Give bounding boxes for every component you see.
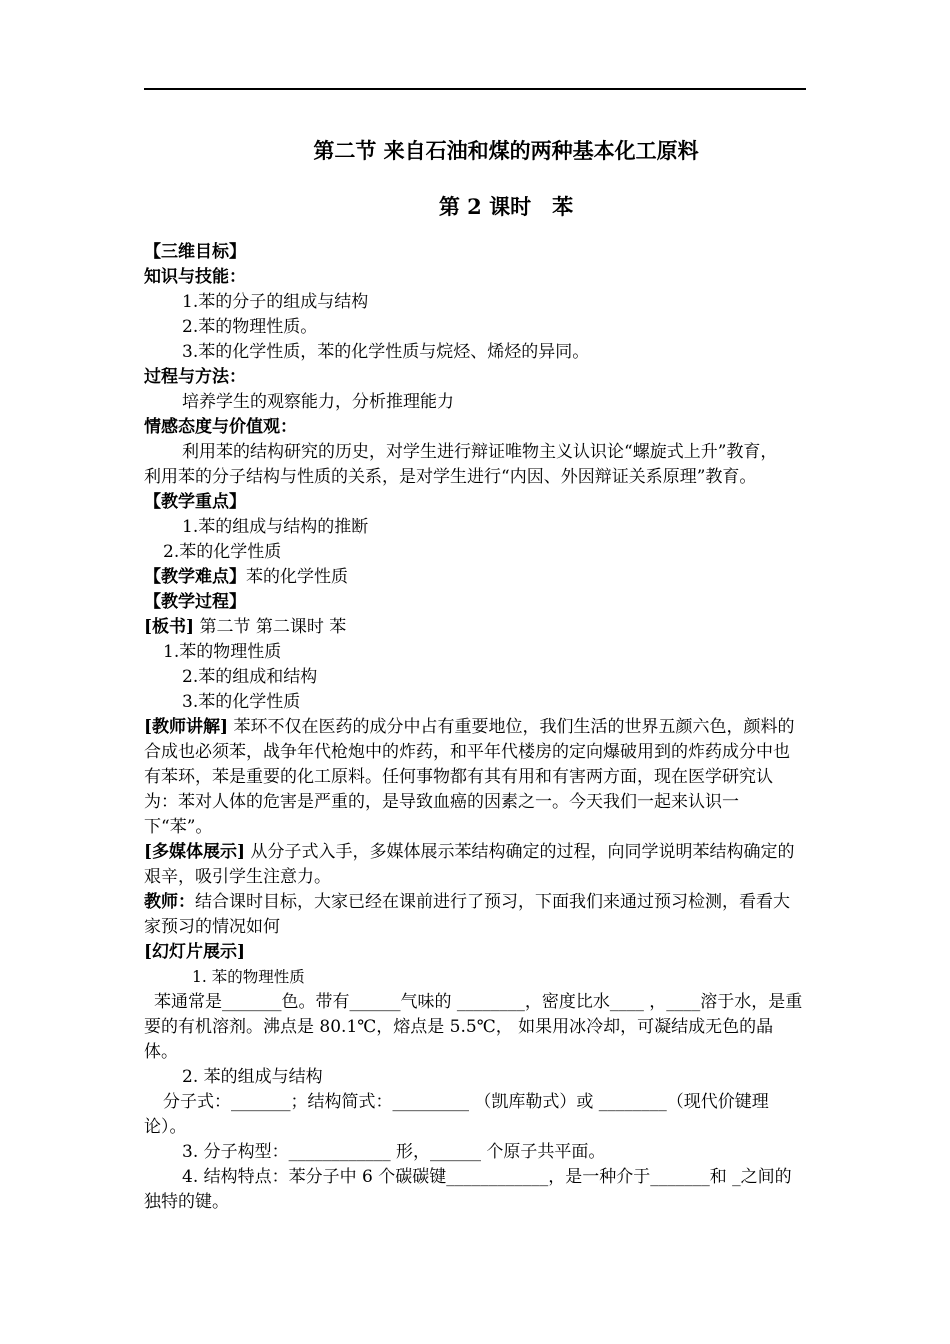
board-item: 1.苯的物理性质 xyxy=(163,642,282,662)
slide-label: [幻灯片展示] xyxy=(144,942,246,962)
slide-item: 4. 结构特点：苯分子中 6 个碳碳键____________，是一种介于_______和 _之间的独特的键。 xyxy=(144,1167,792,1212)
process-text: 培养学生的观察能力，分析推理能力 xyxy=(182,392,454,412)
document-body xyxy=(144,134,806,1215)
page-title: 第二节 来自石油和煤的两种基本化工原料 xyxy=(313,138,699,163)
knowledge-item: 3.苯的化学性质，苯的化学性质与烷烃、烯烃的异同。 xyxy=(182,342,590,362)
teacher-talk-text: 苯环不仅在医药的成分中占有重要地位，我们生活的世界五颜六色，颜料的合成也必须苯，战争年代枪炮中的炸药，和平年代楼房的定向爆破用到的炸药成分中也有苯环，苯是重要的化工原料。任何事物都有其有用和有害两方面，现在医学研究认为：苯对人体的危害是严重的，是导致血癌的因素之一。今天我们一起来认识一下“苯”。 xyxy=(144,717,795,837)
board-item: 2.苯的组成和结构 xyxy=(182,667,318,687)
difficulty-text: 苯的化学性质 xyxy=(246,567,348,587)
teacher-label: 教师： xyxy=(144,892,195,912)
difficulty-line xyxy=(144,565,806,590)
teaching-process-heading: 【教学过程】 xyxy=(144,592,246,612)
teacher-talk-paragraph xyxy=(144,715,806,840)
board-label: [板书] xyxy=(144,617,195,637)
knowledge-heading: 知识与技能： xyxy=(144,267,246,287)
board-line xyxy=(144,615,806,640)
slide-item: 2. 苯的组成与结构 xyxy=(182,1067,323,1087)
header-rule xyxy=(144,88,806,90)
difficulty-heading: 【教学难点】 xyxy=(144,567,246,587)
page-subtitle: 第 2 课时 苯 xyxy=(438,194,574,219)
key-heading: 【教学重点】 xyxy=(144,492,246,512)
attitude-text: 利用苯的结构研究的历史，对学生进行辩证唯物主义认识论“螺旋式上升”教育，利用苯的分子结构与性质的关系，是对学生进行“内因、外因辩证关系原理”教育。 xyxy=(144,442,778,487)
slide-item: 3. 分子构型：____________ 形，______ 个原子共平面。 xyxy=(182,1142,606,1162)
teacher-paragraph xyxy=(144,890,806,940)
knowledge-item: 1.苯的分子的组成与结构 xyxy=(182,292,369,312)
attitude-heading: 情感态度与价值观： xyxy=(144,417,297,437)
process-heading: 过程与方法： xyxy=(144,367,246,387)
goals-heading: 【三维目标】 xyxy=(144,242,246,262)
slide-item: 1. 苯的物理性质 xyxy=(192,968,305,986)
media-text: 从分子式入手，多媒体展示苯结构确定的过程，向同学说明苯结构确定的艰辛，吸引学生注意力。 xyxy=(144,842,795,887)
key-item: 2.苯的化学性质 xyxy=(163,542,282,562)
media-paragraph xyxy=(144,840,806,890)
knowledge-item: 2.苯的物理性质。 xyxy=(182,317,318,337)
teacher-talk-label: [教师讲解] xyxy=(144,717,229,737)
key-item: 1.苯的组成与结构的推断 xyxy=(182,517,369,537)
board-text: 第二节 第二课时 苯 xyxy=(194,617,347,637)
slide-paragraph: 苯通常是_______色。带有______气味的 ________，密度比水____ ，____溶于水，是重要的有机溶剂。沸点是 80.1℃，熔点是 5.5℃， 如果用冰冷却，可凝结成无色的晶体。 xyxy=(144,992,803,1062)
slide-paragraph: 分子式：_______；结构简式：_________ （凯库勒式）或 ________（现代价键理论）。 xyxy=(144,1092,769,1137)
media-label: [多媒体展示] xyxy=(144,842,246,862)
board-item: 3.苯的化学性质 xyxy=(182,692,301,712)
teacher-text: 结合课时目标，大家已经在课前进行了预习，下面我们来通过预习检测，看看大家预习的情况如何 xyxy=(144,892,790,937)
